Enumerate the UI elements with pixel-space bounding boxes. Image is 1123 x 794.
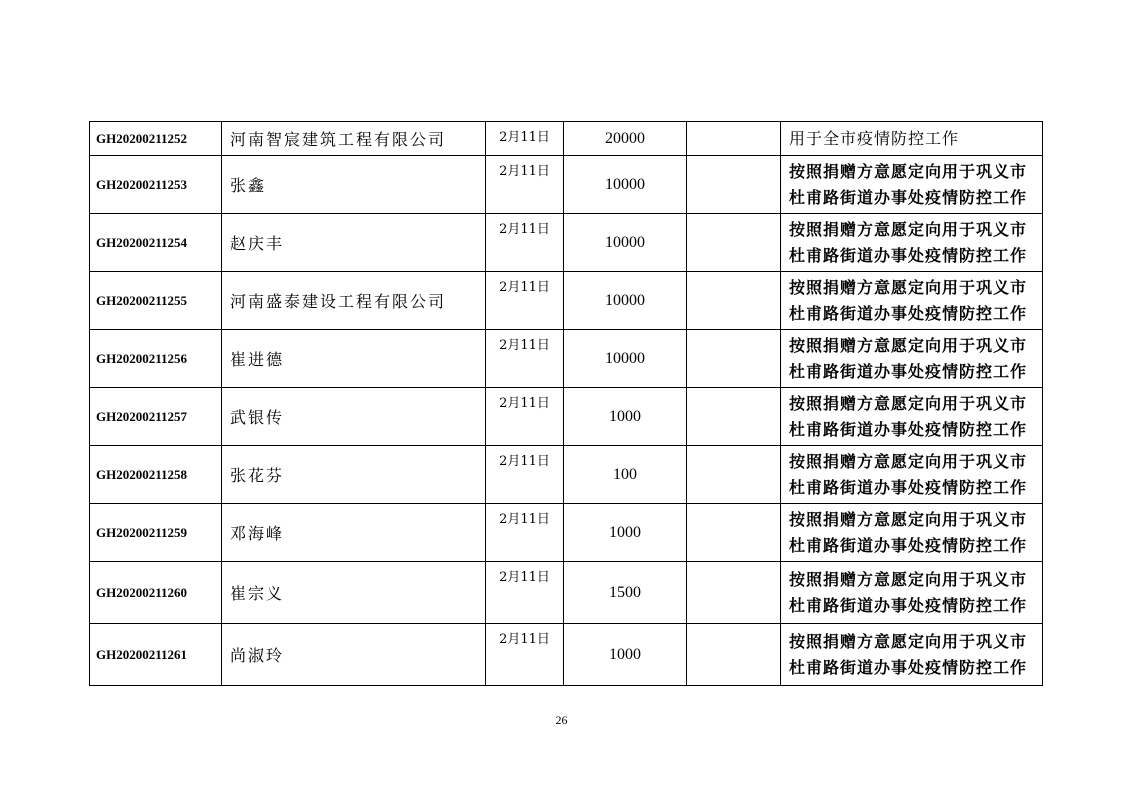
donation-date: 2月11日 xyxy=(486,272,564,330)
use-line-1: 按照捐赠方意愿定向用于巩义市 xyxy=(789,335,1028,355)
donor-name: 武银传 xyxy=(222,388,486,446)
table-row xyxy=(90,504,1043,562)
table-row xyxy=(90,330,1043,388)
donation-date: 2月11日 xyxy=(486,214,564,272)
donation-id: GH20200211255 xyxy=(90,272,222,330)
donation-amount: 20000 xyxy=(564,122,687,156)
donation-amount: 100 xyxy=(564,446,687,504)
donation-use xyxy=(781,624,1043,686)
use-line-2: 杜甫路街道办事处疫情防控工作 xyxy=(789,419,1028,439)
donation-amount: 10000 xyxy=(564,272,687,330)
donation-id: GH20200211258 xyxy=(90,446,222,504)
donor-name: 尚淑玲 xyxy=(222,624,486,686)
donation-use xyxy=(781,122,1043,156)
table-row xyxy=(90,624,1043,686)
empty-cell xyxy=(687,156,781,214)
use-line-1: 按照捐赠方意愿定向用于巩义市 xyxy=(789,451,1028,471)
donation-date: 2月11日 xyxy=(486,156,564,214)
table-row xyxy=(90,122,1043,156)
donation-use xyxy=(781,214,1043,272)
donation-use xyxy=(781,504,1043,562)
donation-date: 2月11日 xyxy=(486,388,564,446)
empty-cell xyxy=(687,388,781,446)
use-line-2: 杜甫路街道办事处疫情防控工作 xyxy=(789,361,1028,381)
table-row xyxy=(90,446,1043,504)
use-line-2: 杜甫路街道办事处疫情防控工作 xyxy=(789,245,1028,265)
donation-id: GH20200211257 xyxy=(90,388,222,446)
donor-name: 崔宗义 xyxy=(222,562,486,624)
donation-date: 2月11日 xyxy=(486,122,564,156)
donation-id: GH20200211259 xyxy=(90,504,222,562)
donor-name: 赵庆丰 xyxy=(222,214,486,272)
use-line-2: 杜甫路街道办事处疫情防控工作 xyxy=(789,535,1028,555)
donor-name: 张鑫 xyxy=(222,156,486,214)
donation-use xyxy=(781,272,1043,330)
donation-date: 2月11日 xyxy=(486,624,564,686)
table-row xyxy=(90,562,1043,624)
donation-amount: 1000 xyxy=(564,504,687,562)
use-line-2: 杜甫路街道办事处疫情防控工作 xyxy=(789,477,1028,497)
donor-name: 河南智宸建筑工程有限公司 xyxy=(222,122,486,156)
donor-name: 邓海峰 xyxy=(222,504,486,562)
use-line-1: 按照捐赠方意愿定向用于巩义市 xyxy=(789,219,1028,239)
donation-date: 2月11日 xyxy=(486,504,564,562)
donation-date: 2月11日 xyxy=(486,562,564,624)
donation-amount: 1000 xyxy=(564,624,687,686)
page-number: 26 xyxy=(555,713,568,727)
donation-table xyxy=(89,121,1043,686)
empty-cell xyxy=(687,330,781,388)
donation-id: GH20200211261 xyxy=(90,624,222,686)
donation-id: GH20200211256 xyxy=(90,330,222,388)
donation-amount: 10000 xyxy=(564,330,687,388)
empty-cell xyxy=(687,122,781,156)
empty-cell xyxy=(687,562,781,624)
donation-id: GH20200211253 xyxy=(90,156,222,214)
donation-use xyxy=(781,562,1043,624)
empty-cell xyxy=(687,214,781,272)
table-row xyxy=(90,214,1043,272)
empty-cell xyxy=(687,272,781,330)
table-row xyxy=(90,388,1043,446)
donation-amount: 1000 xyxy=(564,388,687,446)
donation-id: GH20200211260 xyxy=(90,562,222,624)
donor-name: 崔进德 xyxy=(222,330,486,388)
use-line-1: 用于全市疫情防控工作 xyxy=(789,128,960,148)
donation-amount: 1500 xyxy=(564,562,687,624)
donation-amount: 10000 xyxy=(564,156,687,214)
use-line-1: 按照捐赠方意愿定向用于巩义市 xyxy=(789,393,1028,413)
empty-cell xyxy=(687,446,781,504)
donation-amount: 10000 xyxy=(564,214,687,272)
donor-name: 河南盛泰建设工程有限公司 xyxy=(222,272,486,330)
use-line-1: 按照捐赠方意愿定向用于巩义市 xyxy=(789,631,1028,651)
table-row xyxy=(90,156,1043,214)
table-row xyxy=(90,272,1043,330)
donation-use xyxy=(781,446,1043,504)
use-line-1: 按照捐赠方意愿定向用于巩义市 xyxy=(789,509,1028,529)
donor-name: 张花芬 xyxy=(222,446,486,504)
donation-use xyxy=(781,330,1043,388)
use-line-2: 杜甫路街道办事处疫情防控工作 xyxy=(789,595,1028,615)
use-line-1: 按照捐赠方意愿定向用于巩义市 xyxy=(789,569,1028,589)
donation-id: GH20200211254 xyxy=(90,214,222,272)
donation-id: GH20200211252 xyxy=(90,122,222,156)
use-line-2: 杜甫路街道办事处疫情防控工作 xyxy=(789,187,1028,207)
use-line-2: 杜甫路街道办事处疫情防控工作 xyxy=(789,657,1028,677)
empty-cell xyxy=(687,624,781,686)
use-line-2: 杜甫路街道办事处疫情防控工作 xyxy=(789,303,1028,323)
use-line-1: 按照捐赠方意愿定向用于巩义市 xyxy=(789,161,1028,181)
empty-cell xyxy=(687,504,781,562)
use-line-1: 按照捐赠方意愿定向用于巩义市 xyxy=(789,277,1028,297)
donation-use xyxy=(781,156,1043,214)
donation-use xyxy=(781,388,1043,446)
donation-date: 2月11日 xyxy=(486,446,564,504)
donation-date: 2月11日 xyxy=(486,330,564,388)
